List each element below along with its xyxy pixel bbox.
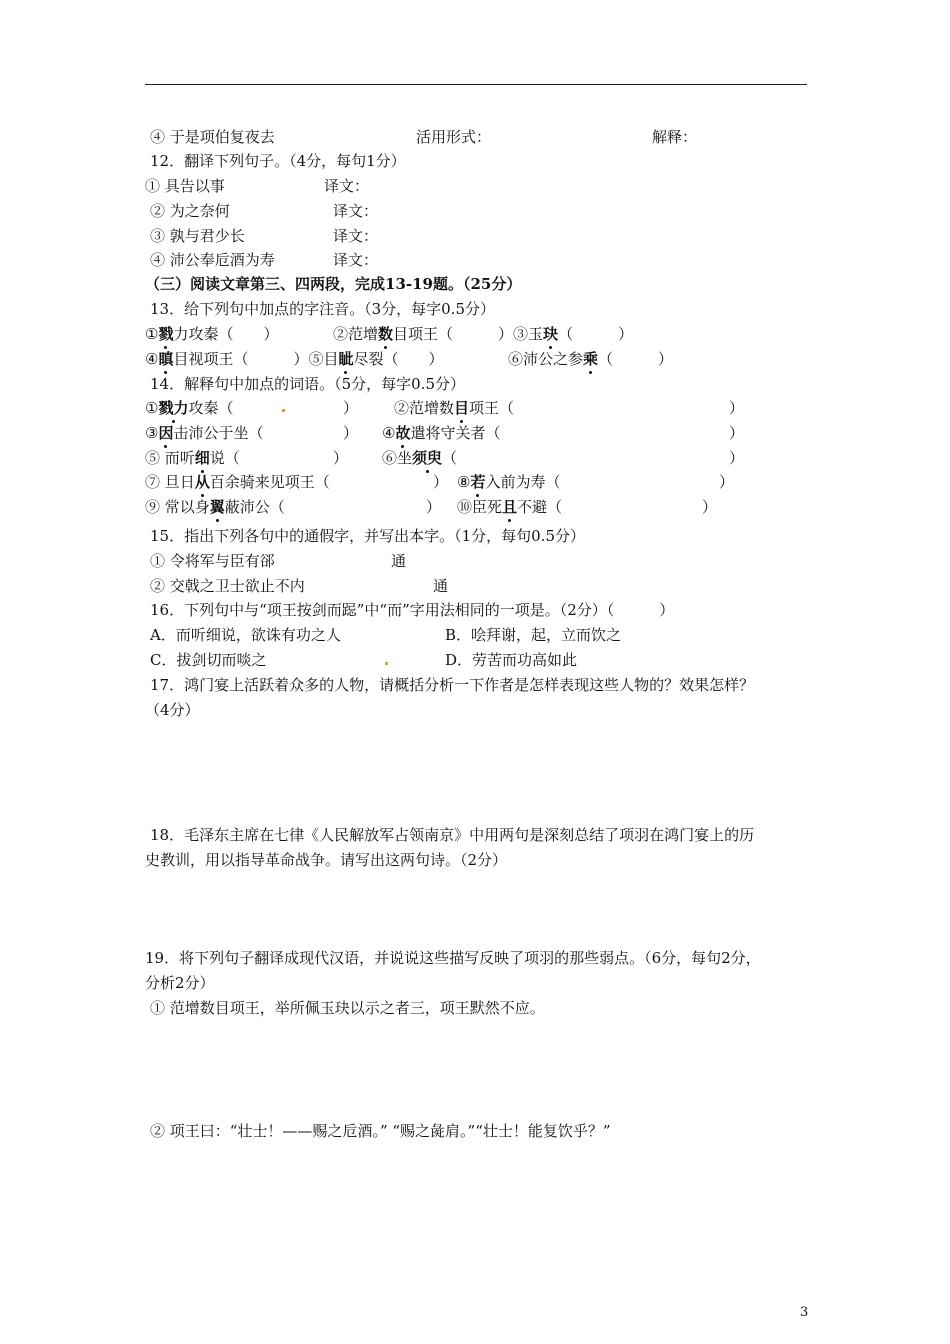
- q16-option-a: A．而听细说，欲诛有功之人: [150, 626, 341, 644]
- q12-title: 12．翻译下列句子。（4分，每句1分）: [150, 152, 406, 170]
- q14-row-1a-close: ）: [343, 399, 359, 417]
- q14-row-1b-close: ）: [729, 399, 745, 417]
- q19-sentence-1: ① 范增数目项王，举所佩玉玦以示之者三，项王默然不应。: [150, 999, 545, 1017]
- q15-item-1: ① 令将军与臣有郤: [150, 552, 275, 570]
- dotted-char: 瞋: [158, 350, 174, 368]
- q14-row-5a-close: ）: [426, 498, 442, 516]
- dotted-char: 若: [470, 473, 486, 491]
- q13-row-1b: ②范增数目项王（ ）③玉玦（ ）: [333, 325, 634, 343]
- q12-item-3-translation: 译文：: [333, 227, 379, 245]
- q16-title: 16．下列句中与“项王按剑而跽”中“而”字用法相同的一项是。（2分）（ ）: [150, 601, 675, 619]
- page-number: 3: [800, 1305, 809, 1320]
- q13-row-1a: ①戮力攻秦（ ）: [145, 325, 279, 343]
- q14-row-2b: ④故遣将守关者（: [382, 424, 501, 442]
- dotted-word: 须臾: [412, 449, 443, 467]
- q16-option-c: C．拔剑切而啖之: [150, 651, 267, 669]
- section-3-heading: （三）阅读文章第三、四两段，完成13-19题。（25分）: [145, 275, 522, 293]
- q14-row-3a: ⑤ 而听细说（: [145, 449, 240, 467]
- q14-row-1a: ①戮力攻秦（: [145, 399, 234, 417]
- q14-title: 14．解释句中加点的词语。（5分，每字0.5分）: [150, 375, 465, 393]
- dotted-char: 目: [454, 399, 470, 417]
- q14-row-3a-close: ）: [333, 449, 349, 467]
- q14-row-2b-close: ）: [729, 424, 745, 442]
- dotted-char: 且: [502, 498, 518, 516]
- q15-item-1-tong: 通: [391, 552, 407, 570]
- dotted-char: 从: [194, 473, 210, 491]
- q12-item-1: ① 具告以事: [145, 177, 225, 195]
- dotted-char: 玦: [543, 325, 559, 343]
- q12-item-2: ② 为之奈何: [150, 202, 230, 220]
- q12-item-4: ④ 沛公奉卮酒为寿: [150, 251, 275, 269]
- q18-line-2: 史教训，用以指导革命战争。请写出这两句诗。（2分）: [145, 851, 508, 869]
- dotted-char: 因: [158, 424, 174, 442]
- q15-item-2: ② 交戟之卫士欲止不内: [150, 577, 305, 595]
- q13-row-2a: ④瞋目视项王（ ）⑤目眦尽裂（ ）: [145, 350, 444, 368]
- q18-line-1: 18．毛泽东主席在七律《人民解放军占领南京》中用两句是深刻总结了项羽在鸿门宴上的历: [150, 826, 755, 844]
- dotted-char: 细: [194, 449, 210, 467]
- dotted-char: 数: [378, 325, 394, 343]
- q14-row-2a: ③因击沛公于坐（: [145, 424, 264, 442]
- q14-row-2a-close: ）: [343, 424, 359, 442]
- dotted-char: 眦: [338, 350, 354, 368]
- q14-row-4a: ⑦ 旦日从百余骑来见项王（: [145, 473, 330, 491]
- q14-row-5a: ⑨ 常以身翼蔽沛公（: [145, 498, 285, 516]
- stray-mark: [282, 409, 285, 412]
- q12-item-1-translation: 译文：: [324, 177, 370, 195]
- q19-line-2: 分析2分）: [145, 974, 215, 992]
- q14-row-4b-close: ）: [719, 473, 735, 491]
- q17-line-1: 17．鸿门宴上活跃着众多的人物，请概括分析一下作者是怎样表现这些人物的？效果怎样？: [150, 676, 755, 694]
- dotted-char: 故: [395, 424, 411, 442]
- q15-title: 15．指出下列各句中的通假字，并写出本字。（1分，每句0.5分）: [150, 527, 585, 545]
- q19-sentence-2: ② 项王曰：“壮士！——赐之卮酒。” “赐之彘肩。”“壮士！能复饮乎？”: [150, 1122, 611, 1140]
- header-rule: [145, 84, 807, 85]
- q14-row-1b: ②范增数目项王（: [394, 399, 515, 417]
- dotted-char: 翼: [209, 498, 225, 516]
- dotted-char: 乘: [583, 350, 599, 368]
- q14-row-5b: ⑩臣死且不避（: [457, 498, 563, 516]
- q14-row-4a-close: ）: [433, 473, 449, 491]
- q13-row-2b: ⑥沛公之参乘（ ）: [508, 350, 674, 368]
- q12-item-4-translation: 译文：: [333, 251, 379, 269]
- stray-mark: [385, 662, 388, 665]
- q14-row-4b: ⑧若入前为寿（: [457, 473, 561, 491]
- q14-row-3b: ⑥坐须臾（: [382, 449, 458, 467]
- dotted-char: 戮: [158, 325, 174, 343]
- q14-row-3b-close: ）: [729, 449, 745, 467]
- q19-line-1: 19．将下列句子翻译成现代汉语，并说说这些描写反映了项羽的那些弱点。（6分，每句2分，: [145, 949, 761, 967]
- q16-option-b: B．哙拜谢，起，立而饮之: [445, 626, 622, 644]
- q13-title: 13．给下列句中加点的字注音。（3分，每字0.5分）: [150, 300, 495, 318]
- q12-item-3: ③ 孰与君少长: [150, 227, 245, 245]
- q14-row-5b-close: ）: [702, 498, 718, 516]
- explanation-label: 解释：: [652, 128, 698, 146]
- q15-item-2-tong: 通: [433, 577, 449, 595]
- dotted-word: 戮力: [158, 399, 189, 417]
- q17-line-2: （4分）: [145, 701, 200, 719]
- usage-form-label: 活用形式：: [416, 128, 492, 146]
- q12-item-2-translation: 译文：: [333, 202, 379, 220]
- item-4-text: ④ 于是项伯复夜去: [150, 128, 275, 146]
- q16-option-d: D．劳苦而功高如此: [445, 651, 578, 669]
